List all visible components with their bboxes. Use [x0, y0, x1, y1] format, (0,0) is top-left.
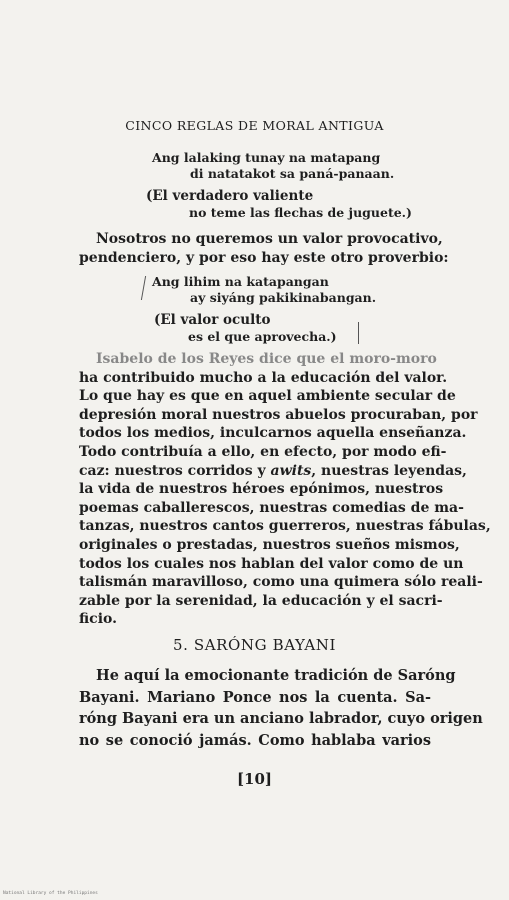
text-line: zable por la serenidad, la educación y el sacri-	[79, 592, 443, 609]
paragraph-1	[79, 230, 449, 267]
text-line: ficio.	[79, 611, 117, 628]
text-line: Bayani. Mariano Ponce nos la cuenta. Sa-	[79, 688, 431, 706]
text-line: caz: nuestros corridos y awits, nuestras leyendas,	[79, 462, 467, 479]
text-line: todos los cuales nos hablan del valor como de un	[79, 555, 464, 572]
verse-line: ay siyáng pakikinabangan.	[190, 290, 377, 305]
text-line: pendenciero, y por eso hay este otro proverbio:	[79, 249, 449, 266]
text-line: todos los medios, inculcarnos aquella enseñanza.	[79, 425, 467, 442]
verse-line: di natatakot sa paná-panaan.	[190, 166, 395, 181]
verse-tagalog-1	[152, 150, 394, 182]
pencil-mark	[354, 322, 359, 344]
text-line: talismán maravilloso, como una quimera sólo reali-	[79, 574, 483, 591]
verse-line: es el que aprovecha.)	[188, 329, 337, 344]
text-line: Todo contribuía a ello, en efecto, por modo efi-	[79, 443, 447, 460]
text-line: róng Bayani era un anciano labrador, cuyo origen	[79, 710, 483, 727]
italic-word: awits	[270, 462, 312, 479]
text-line: depresión moral nuestros abuelos procuraban, por	[79, 406, 478, 423]
text-line: Nosotros no queremos un valor provocativo,	[96, 231, 443, 247]
text-line: originales o prestadas, nuestros sueños mismos,	[79, 536, 460, 553]
pencil-mark	[141, 276, 150, 300]
text-line: no se conoció jamás. Como hablaba varios	[79, 731, 431, 749]
verse-line: (El verdadero valiente	[146, 188, 314, 204]
section-heading: 5. SARÓNG BAYANI	[172, 636, 337, 654]
text-line: Isabelo de los Reyes dice que el moro-moro	[96, 351, 437, 367]
paragraph-2	[79, 350, 491, 629]
text-line: poemas caballerescos, nuestras comedias de ma-	[79, 499, 464, 516]
running-head: CINCO REGLAS DE MORAL ANTIGUA	[125, 118, 384, 133]
verse-line: (El valor oculto	[154, 312, 271, 328]
text-line: He aquí la emocionante tradición de Saróng	[96, 667, 456, 684]
page-number: [10]	[236, 770, 273, 788]
verse-line: no teme las flechas de juguete.)	[189, 205, 412, 220]
paragraph-3	[79, 665, 483, 751]
verse-spanish-2	[154, 312, 337, 345]
text-line: tanzas, nuestros cantos guerreros, nuestras fábulas,	[79, 518, 491, 535]
verse-spanish-1	[146, 188, 412, 221]
text-line: Lo que hay es que en aquel ambiente secular de	[79, 388, 456, 405]
text-line: la vida de nuestros héroes epónimos, nuestros	[79, 481, 444, 498]
verse-tagalog-2	[152, 274, 376, 306]
library-footer: National Library of the Philippines	[3, 891, 98, 896]
verse-line: Ang lihim na katapangan	[152, 274, 329, 289]
verse-line: Ang lalaking tunay na matapang	[152, 150, 381, 165]
text-line: ha contribuido mucho a la educación del valor.	[79, 369, 448, 386]
